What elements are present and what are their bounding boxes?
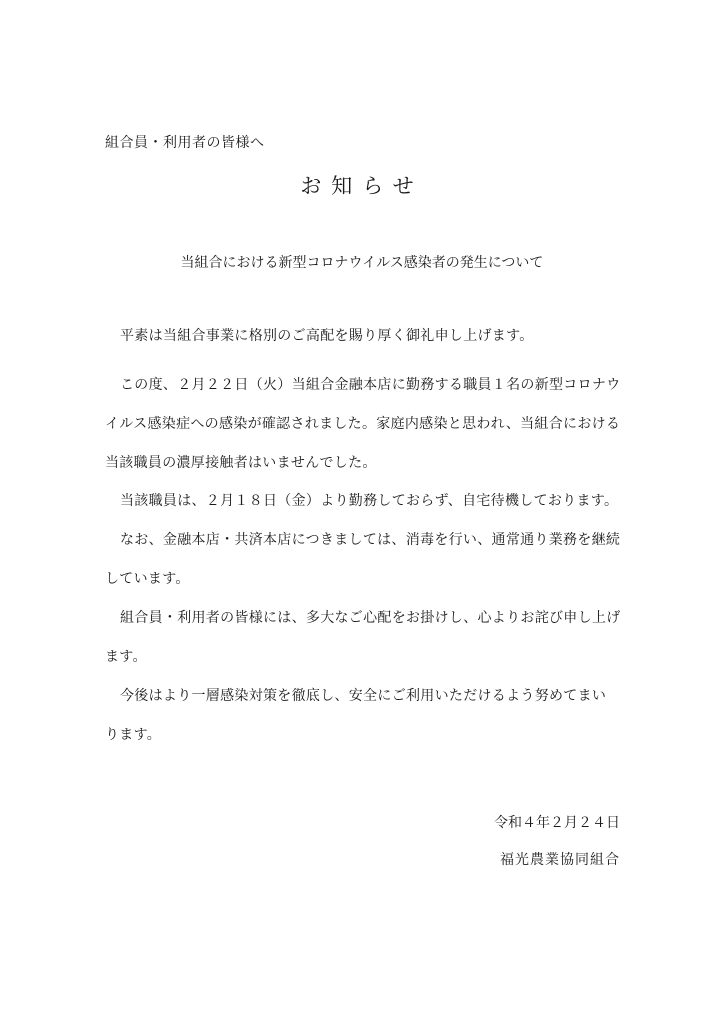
addressee-line: 組合員・利用者の皆様へ xyxy=(105,135,265,151)
body-line-4: 当該職員の濃厚接触者はいませんでした。 xyxy=(105,455,377,471)
body-line-8: 組合員・利用者の皆様には、多大なご心配をお掛けし、心よりお詫び申し上げ xyxy=(120,610,621,626)
body-line-7: しています。 xyxy=(105,571,190,587)
body-line-3: イルス感染症への感染が確認されました。家庭内感染と思われ、当組合における xyxy=(105,416,621,432)
body-line-11: ります。 xyxy=(105,727,162,743)
body-line-9: ます。 xyxy=(105,649,147,665)
notice-subject: 当組合における新型コロナウイルス感染者の発生について xyxy=(180,255,544,271)
body-line-6: なお、金融本店・共済本店につきましては、消毒を行い、通常通り業務を継続 xyxy=(120,532,621,548)
body-line-10: 今後はより一層感染対策を徹底し、安全にご利用いただけるよう努めてまい xyxy=(120,688,607,704)
body-line-5: 当該職員は、２月１８日（金）より勤務しておらず、自宅待機しております。 xyxy=(120,493,619,509)
body-line-2: この度、２月２２日（火）当組合金融本店に勤務する職員１名の新型コロナウ xyxy=(120,377,621,393)
notice-date: 令和４年２月２４日 xyxy=(494,815,620,831)
notice-title: お知らせ xyxy=(300,174,424,198)
body-line-1: 平素は当組合事業に格別のご高配を賜り厚く御礼申し上げます。 xyxy=(120,328,534,344)
organization-name: 福光農業協同組合 xyxy=(500,852,620,868)
